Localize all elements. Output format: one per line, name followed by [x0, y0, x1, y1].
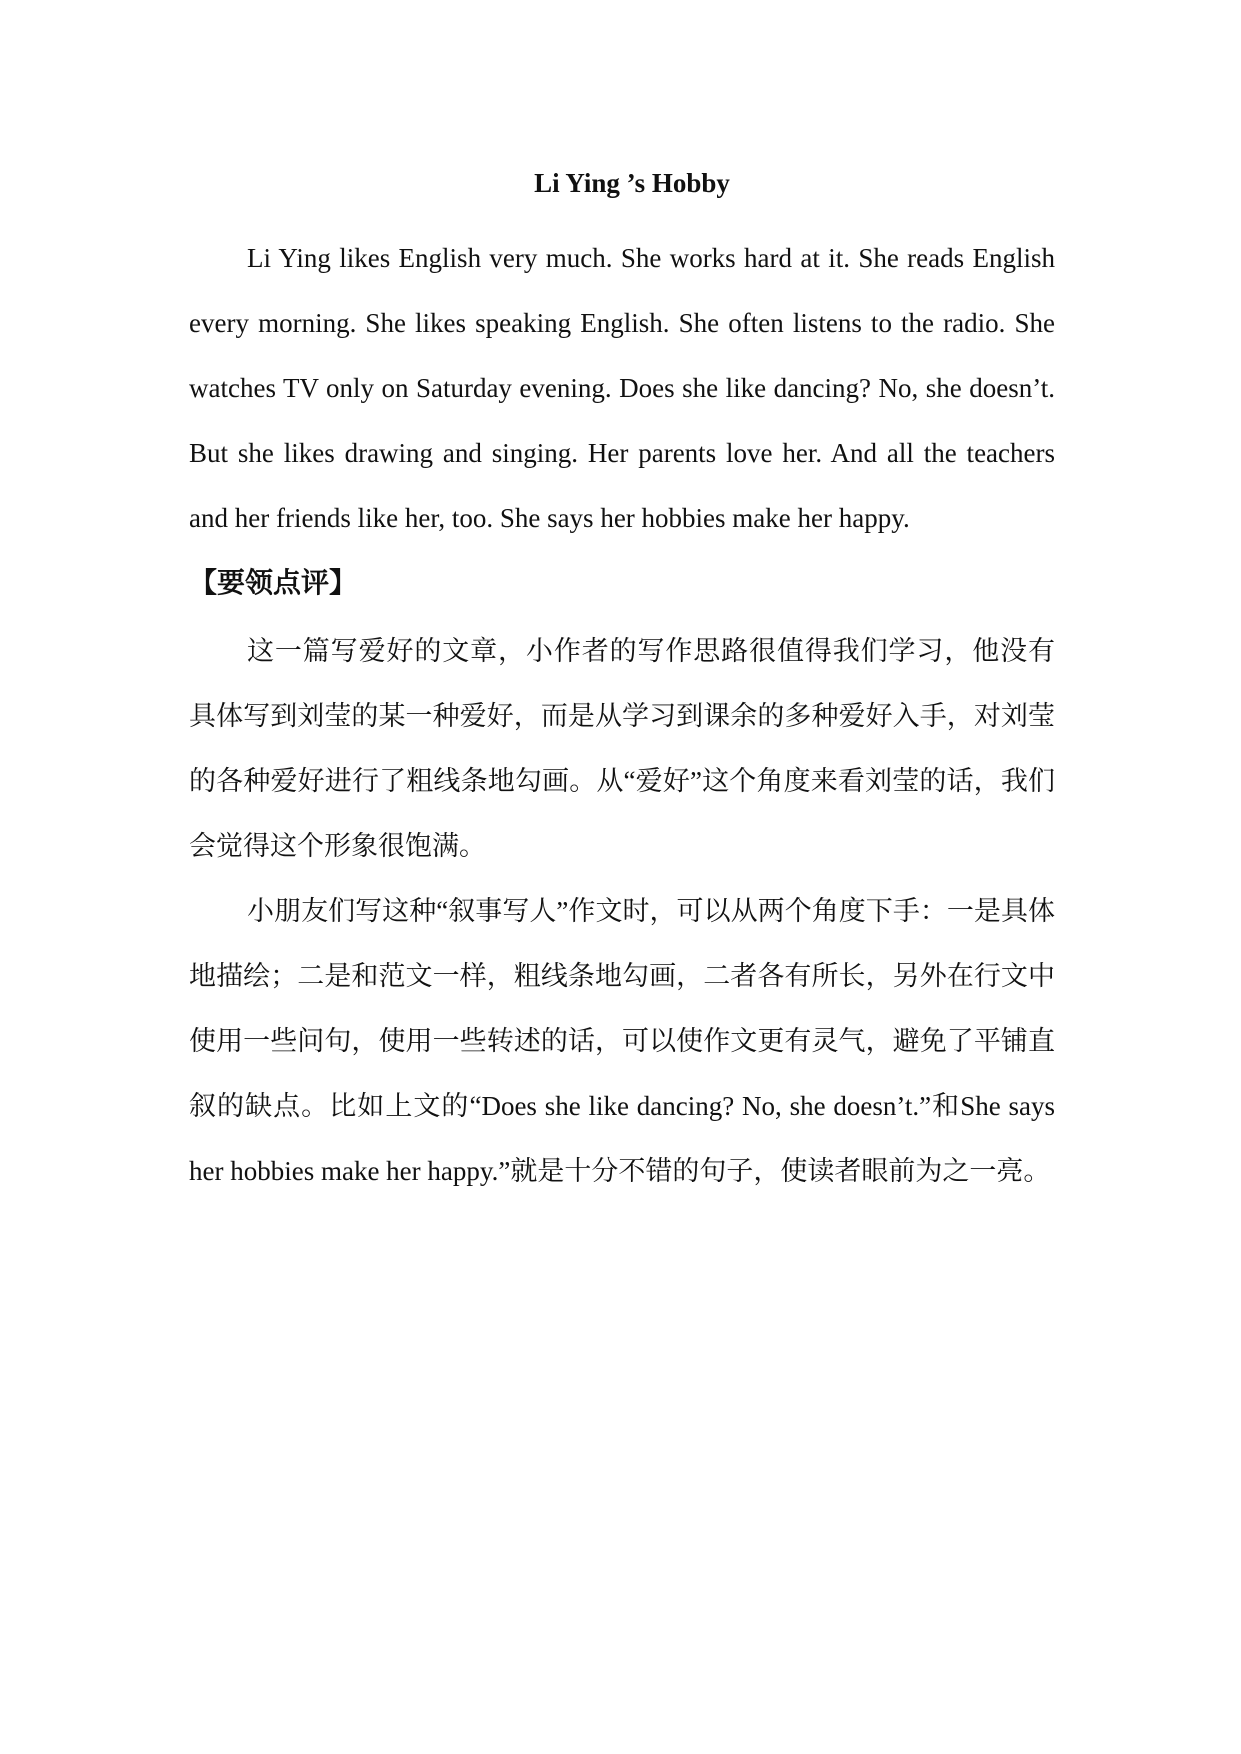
- comment-paragraph-1: 这一篇写爱好的文章，小作者的写作思路很值得我们学习，他没有具体写到刘莹的某一种爱好，而是从学习到课余的多种爱好入手，对刘莹的各种爱好进行了粗线条地勾画。从“爱好”这个角度来看刘莹的话，我们会觉得这个形象很饱满。: [189, 636, 1055, 861]
- essay-paragraph: Li Ying likes English very much. She works hard at it. She reads English every morning. She likes speaking English. She often listens to the radio. She watches TV only on Saturday evening. Does she like dancing? No, she doesn’t. But she likes drawing and singing. Her parents love her. And all the teachers and her friends like her, too. She says her hobbies make her happy.: [189, 243, 1055, 533]
- comment-heading: 【要领点评】: [189, 568, 358, 599]
- essay-title: Li Ying ’s Hobby: [534, 168, 730, 198]
- document-content: [189, 160, 1055, 1204]
- comment-paragraph-2: 小朋友们写这种“叙事写人”作文时，可以从两个角度下手：一是具体地描绘；二是和范文一样，粗线条地勾画，二者各有所长，另外在行文中使用一些问句，使用一些转述的话，可以使作文更有灵气，避免了平铺直叙的缺点。比如上文的“Does she like dancing? No, she doesn’t.”和She says her hobbies make her happy.”就是十分不错的句子，使读者眼前为之一亮。: [189, 896, 1055, 1186]
